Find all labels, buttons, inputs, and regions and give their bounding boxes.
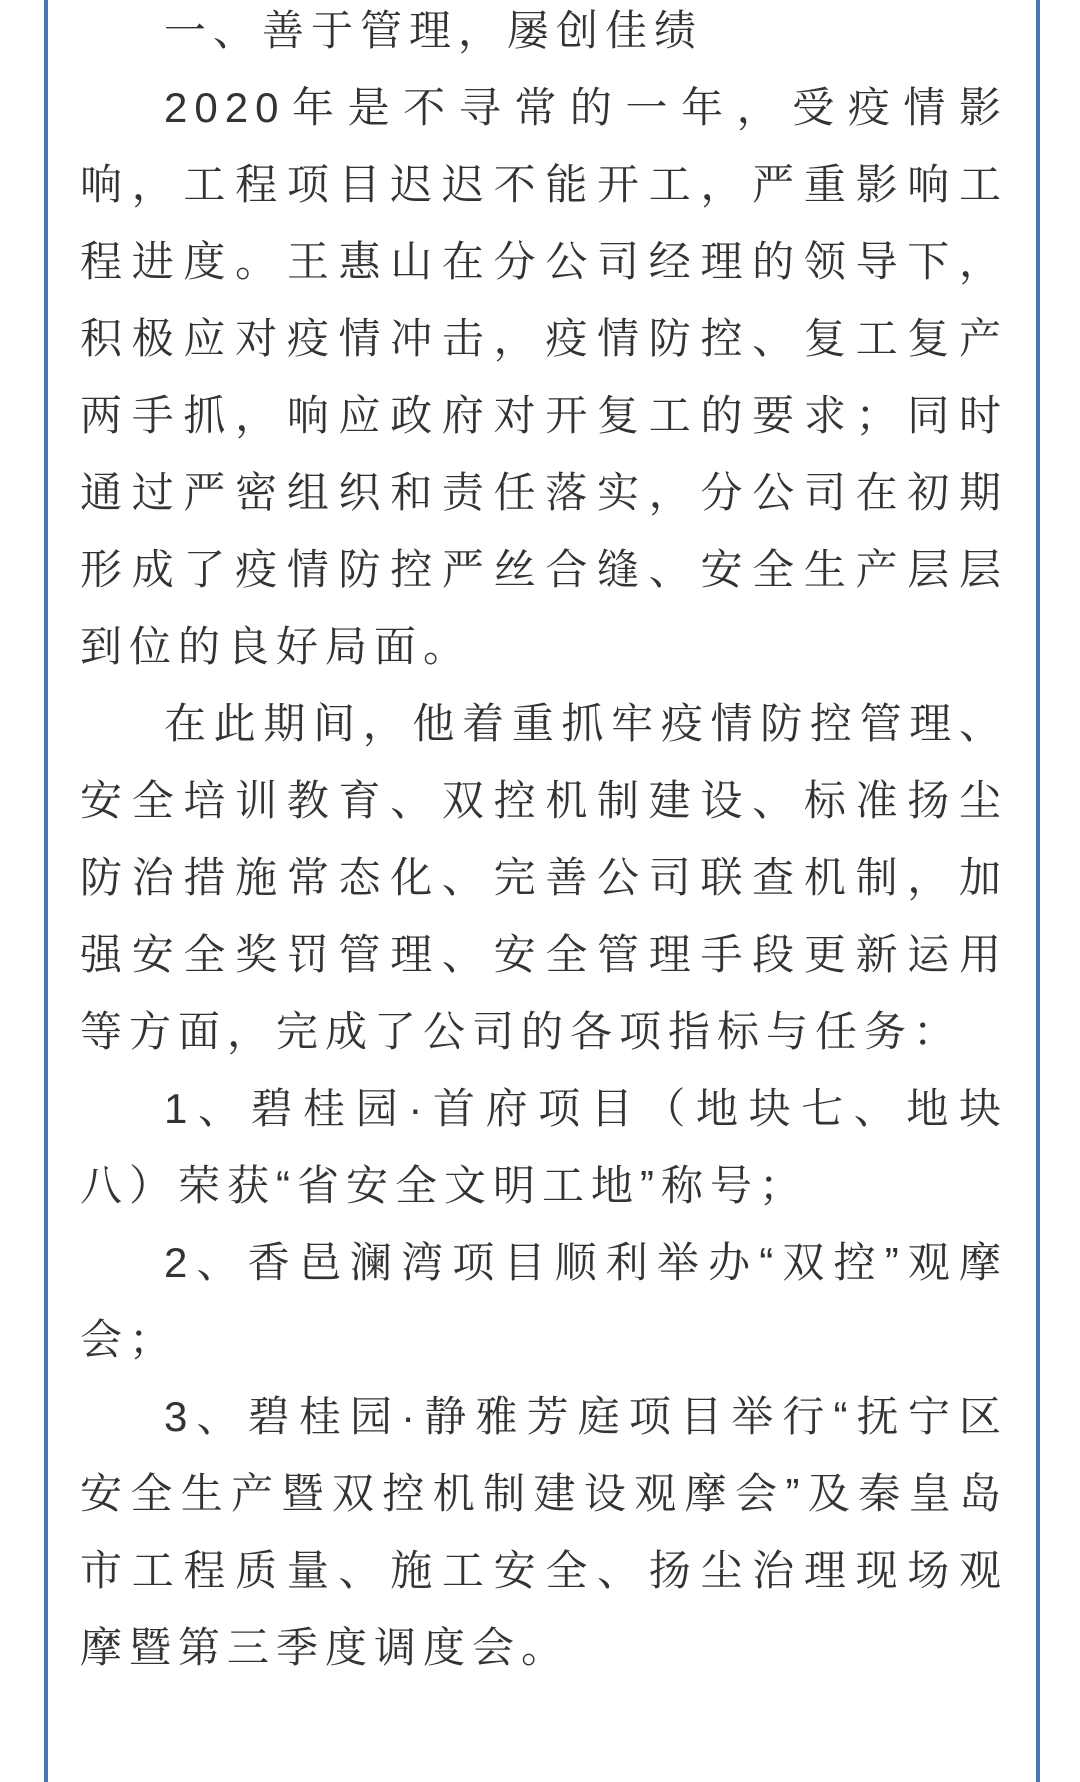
left-border-line [44,0,48,1782]
paragraph: 在此期间，他着重抓牢疫情防控管理、安全培训教育、双控机制建设、标准扬尘防治措施常态化、完善公司联查机制，加强安全奖罚管理、安全管理手段更新运用等方面，完成了公司的各项指标与任务： [80,700,1008,1055]
paragraph: 2020年是不寻常的一年，受疫情影响，工程项目迟迟不能开工，严重影响工程进度。王惠山在分公司经理的领导下，积极应对疫情冲击，疫情防控、复工复产两手抓，响应政府对开复工的要求；同时通过严密组织和责任落实，分公司在初期形成了疫情防控严丝合缝、安全生产层层到位的良好局面。 [80,84,1008,670]
section-heading: 一、善于管理，屡创佳绩 [164,7,704,54]
paragraph: 3、碧桂园·静雅芳庭项目举行“抚宁区安全生产暨双控机制建设观摩会”及秦皇岛市工程质量、施工安全、扬尘治理现场观摩暨第三季度调度会。 [80,1393,1008,1671]
article-content [80,0,1008,1686]
paragraph: 2、香邑澜湾项目顺利举办“双控”观摩会； [80,1239,1008,1363]
right-border-line [1036,0,1040,1782]
paragraph: 1、碧桂园·首府项目（地块七、地块八）荣获“省安全文明工地”称号； [80,1085,1008,1209]
